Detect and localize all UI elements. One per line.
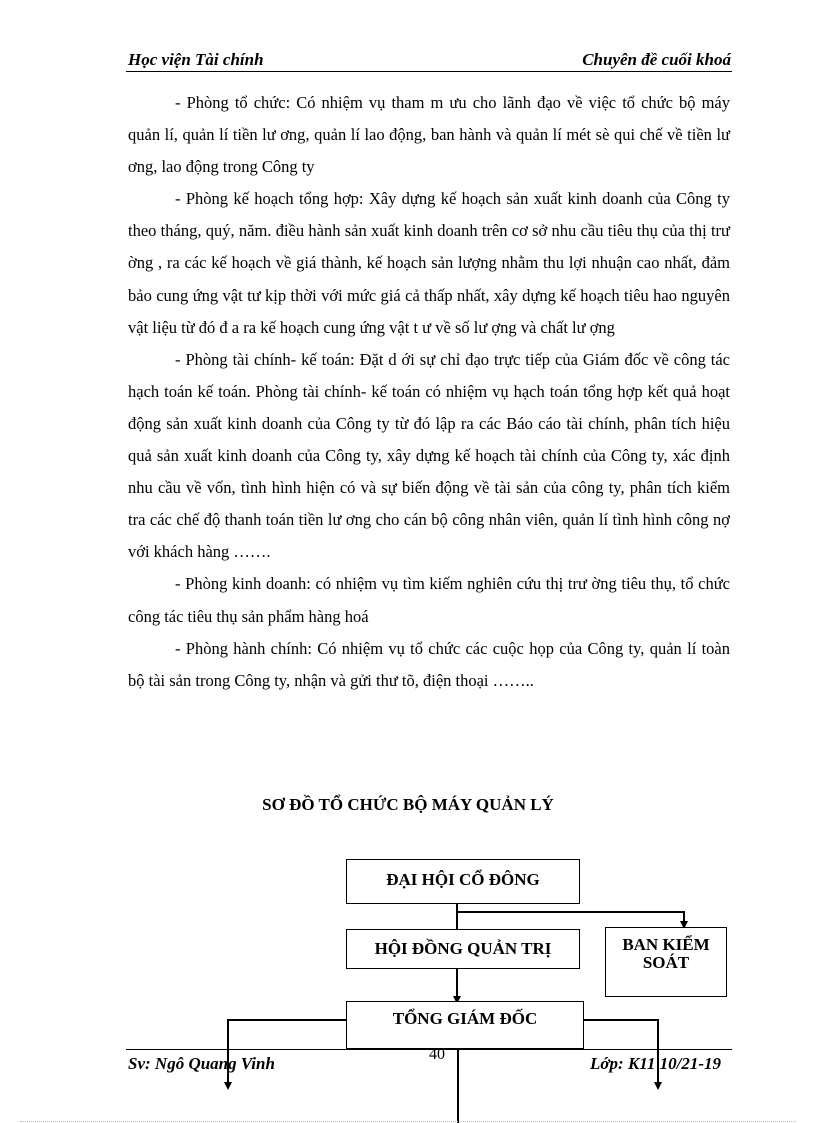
paragraph-business-dept: - Phòng kinh doanh: có nhiệm vụ tìm kiếm nghiên cứu thị trư ờng tiêu thụ, tổ chức công tác tiêu thụ sản phẩm hàng hoá xyxy=(128,574,730,626)
page-number: 40 xyxy=(429,1046,445,1063)
footer-class: Lớp: K11 10/21-19 xyxy=(590,1054,721,1073)
header-rule xyxy=(126,71,732,72)
body-text xyxy=(128,87,730,697)
arrow-right-branch xyxy=(654,1082,662,1090)
org-box-ceo: TỔNG GIÁM ĐỐC xyxy=(346,1001,584,1049)
footer-student: Sv: Ngô Quang Vinh xyxy=(128,1054,275,1073)
connector-ceo-right xyxy=(584,1019,658,1021)
org-box-board: HỘI ĐỒNG QUẢN TRỊ xyxy=(346,929,580,969)
connector-to-supervisory xyxy=(457,911,684,913)
paragraph-planning-dept: - Phòng kế hoạch tổng hợp: Xây dựng kế hoạch sản xuất kinh doanh của Công ty theo tháng, quý, năm. điều hành sản xuất kinh doanh trên cơ sở nhu cầu tiêu thụ của thị trư ờng , ra các kế hoạch về giá thành, kế hoạch sản lượng nhằm thu lợi nhuận cao nhất, đảm bảo cung ứng vật tư kịp thời với mức giá cả thấp nhất, xây dựng kế hoạch tiêu hao nguyên vật liệu từ đó đ a ra kế hoạch cung ứng vật t ư về số lư ợng và chất lư ợng xyxy=(128,189,730,337)
paragraph-organization-dept: - Phòng tổ chức: Có nhiệm vụ tham m ưu cho lãnh đạo về việc tổ chức bộ máy quản lí, quản lí tiền lư ơng, quản lí lao động, ban hành và quản lí mét sè qui chế về tiền lư ơng, lao động trong Công ty xyxy=(128,93,730,177)
org-chart-title: SƠ ĐỒ TỔ CHỨC BỘ MÁY QUẢN LÝ xyxy=(262,795,554,814)
connector-ceo-left xyxy=(228,1019,346,1021)
header-school: Học viện Tài chính xyxy=(128,50,264,69)
page-bottom-edge xyxy=(20,1121,796,1122)
paragraph-finance-dept: - Phòng tài chính- kế toán: Đặt d ới sự chỉ đạo trực tiếp của Giám đốc về công tác hạch toán kế toán. Phòng tài chính- kế toán có nhiệm vụ hạch toán tổng hợp kết quả hoạt động sản xuất kinh doanh của Công ty từ đó lập ra các Báo cáo tài chính, phân tích hiệu quả sản xuất kinh doanh của Công ty, xây dựng kế hoạch tài chính của Công ty, xác định nhu cầu về vốn, tình hình hiện có và sự biến động về tài sản của công ty, phân tích kiểm tra các chế độ thanh toán tiền lư ơng cho cán bộ công nhân viên, quản lí tình hình công nợ với khách hàng ……. xyxy=(128,349,730,562)
paragraph-admin-dept: - Phòng hành chính: Có nhiệm vụ tổ chức các cuộc họp của Công ty, quản lí toàn bộ tài sản trong Công ty, nhận và gửi thư tõ, điện thoại …….. xyxy=(128,638,730,690)
org-box-shareholders: ĐẠI HỘI CỔ ĐÔNG xyxy=(346,859,580,904)
arrow-left-branch xyxy=(224,1082,232,1090)
header-topic: Chuyên đề cuối khoá xyxy=(582,50,731,69)
org-box-supervisory: BAN KIỂM SOÁT xyxy=(605,927,727,997)
